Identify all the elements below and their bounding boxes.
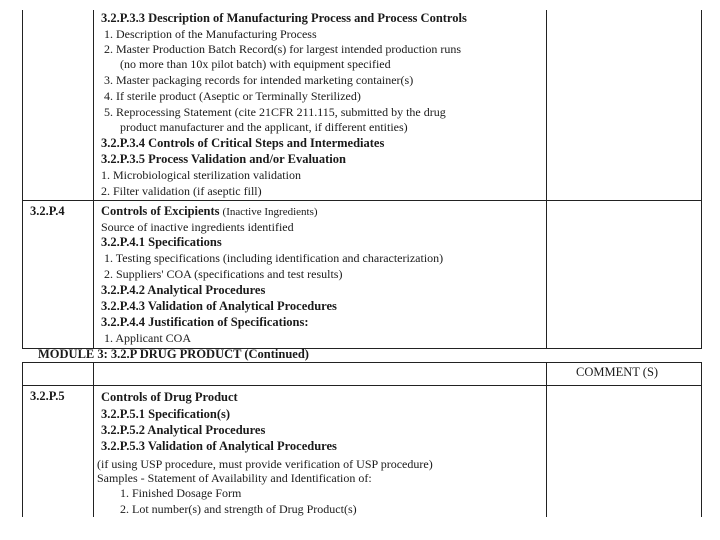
analytical-procedures-heading: 3.2.P.4.2 Analytical Procedures	[101, 283, 266, 297]
list-item: 2. Lot number(s) and strength of Drug Product(s)	[120, 502, 357, 516]
lower-border-right	[701, 362, 702, 517]
specifications-heading: 3.2.P.4.1 Specifications	[101, 235, 222, 249]
list-item: 5. Reprocessing Statement (cite 21CFR 211.115, submitted by the drug	[104, 105, 446, 119]
table-border-left	[22, 10, 23, 349]
excipients-title: Controls of Excipients	[101, 204, 220, 218]
comment-header: COMMENT (S)	[576, 365, 659, 379]
subsection-heading: 3.2.P.5.1 Specification(s)	[101, 407, 231, 421]
list-item: 1. Description of the Manufacturing Process	[104, 27, 317, 41]
table-border-right	[701, 10, 702, 349]
drug-product-controls-heading: Controls of Drug Product	[101, 390, 238, 404]
source-text: Source of inactive ingredients identified	[101, 220, 294, 234]
module-heading: MODULE 3: 3.2.P DRUG PRODUCT (Continued)	[38, 347, 309, 361]
list-item: 1. Finished Dosage Form	[120, 486, 242, 500]
list-item: 2. Master Production Batch Record(s) for largest intended production runs	[104, 42, 462, 56]
subsection-heading: 3.2.P.5.3 Validation of Analytical Procedures	[101, 439, 337, 453]
table-divider-comment	[546, 10, 547, 349]
lower-border-left	[22, 362, 23, 517]
table-divider-section	[93, 10, 94, 349]
process-description-heading: 3.2.P.3.3 Description of Manufacturing Process and Process Controls	[101, 11, 467, 25]
process-validation-heading: 3.2.P.3.5 Process Validation and/or Evaluation	[101, 152, 346, 166]
usp-note: (if using USP procedure, must provide verification of USP procedure)	[97, 457, 433, 471]
list-item: product manufacturer and the applicant, if different entities)	[120, 120, 408, 134]
list-item: 1. Microbiological sterilization validation	[101, 168, 301, 182]
lower-divider-comment	[546, 362, 547, 517]
lower-table-border-top	[22, 362, 702, 363]
list-item: 1. Testing specifications (including identification and characterization)	[104, 251, 444, 265]
list-item: 3. Master packaging records for intended marketing container(s)	[104, 73, 414, 87]
lower-header-divider	[22, 385, 702, 386]
list-item: 2. Filter validation (if aseptic fill)	[101, 184, 262, 198]
list-item: 1. Applicant COA	[104, 331, 191, 345]
list-item: 2. Suppliers' COA (specifications and test results)	[104, 267, 343, 281]
validation-heading: 3.2.P.4.3 Validation of Analytical Procedures	[101, 299, 337, 313]
excipients-heading	[101, 204, 318, 220]
controls-critical-steps-heading: 3.2.P.3.4 Controls of Critical Steps and Intermediates	[101, 136, 385, 150]
list-item: (no more than 10x pilot batch) with equipment specified	[120, 57, 391, 71]
justification-heading: 3.2.P.4.4 Justification of Specifications:	[101, 315, 309, 329]
lower-divider-section	[93, 362, 94, 517]
section-number: 3.2.P.4	[30, 204, 65, 218]
list-item: 4. If sterile product (Aseptic or Terminally Sterilized)	[104, 89, 361, 103]
subsection-heading: 3.2.P.5.2 Analytical Procedures	[101, 423, 266, 437]
row-divider	[22, 200, 702, 201]
section-number: 3.2.P.5	[30, 389, 65, 403]
samples-text: Samples - Statement of Availability and Identification of:	[97, 471, 372, 485]
excipients-note: (Inactive Ingredients)	[222, 206, 318, 218]
